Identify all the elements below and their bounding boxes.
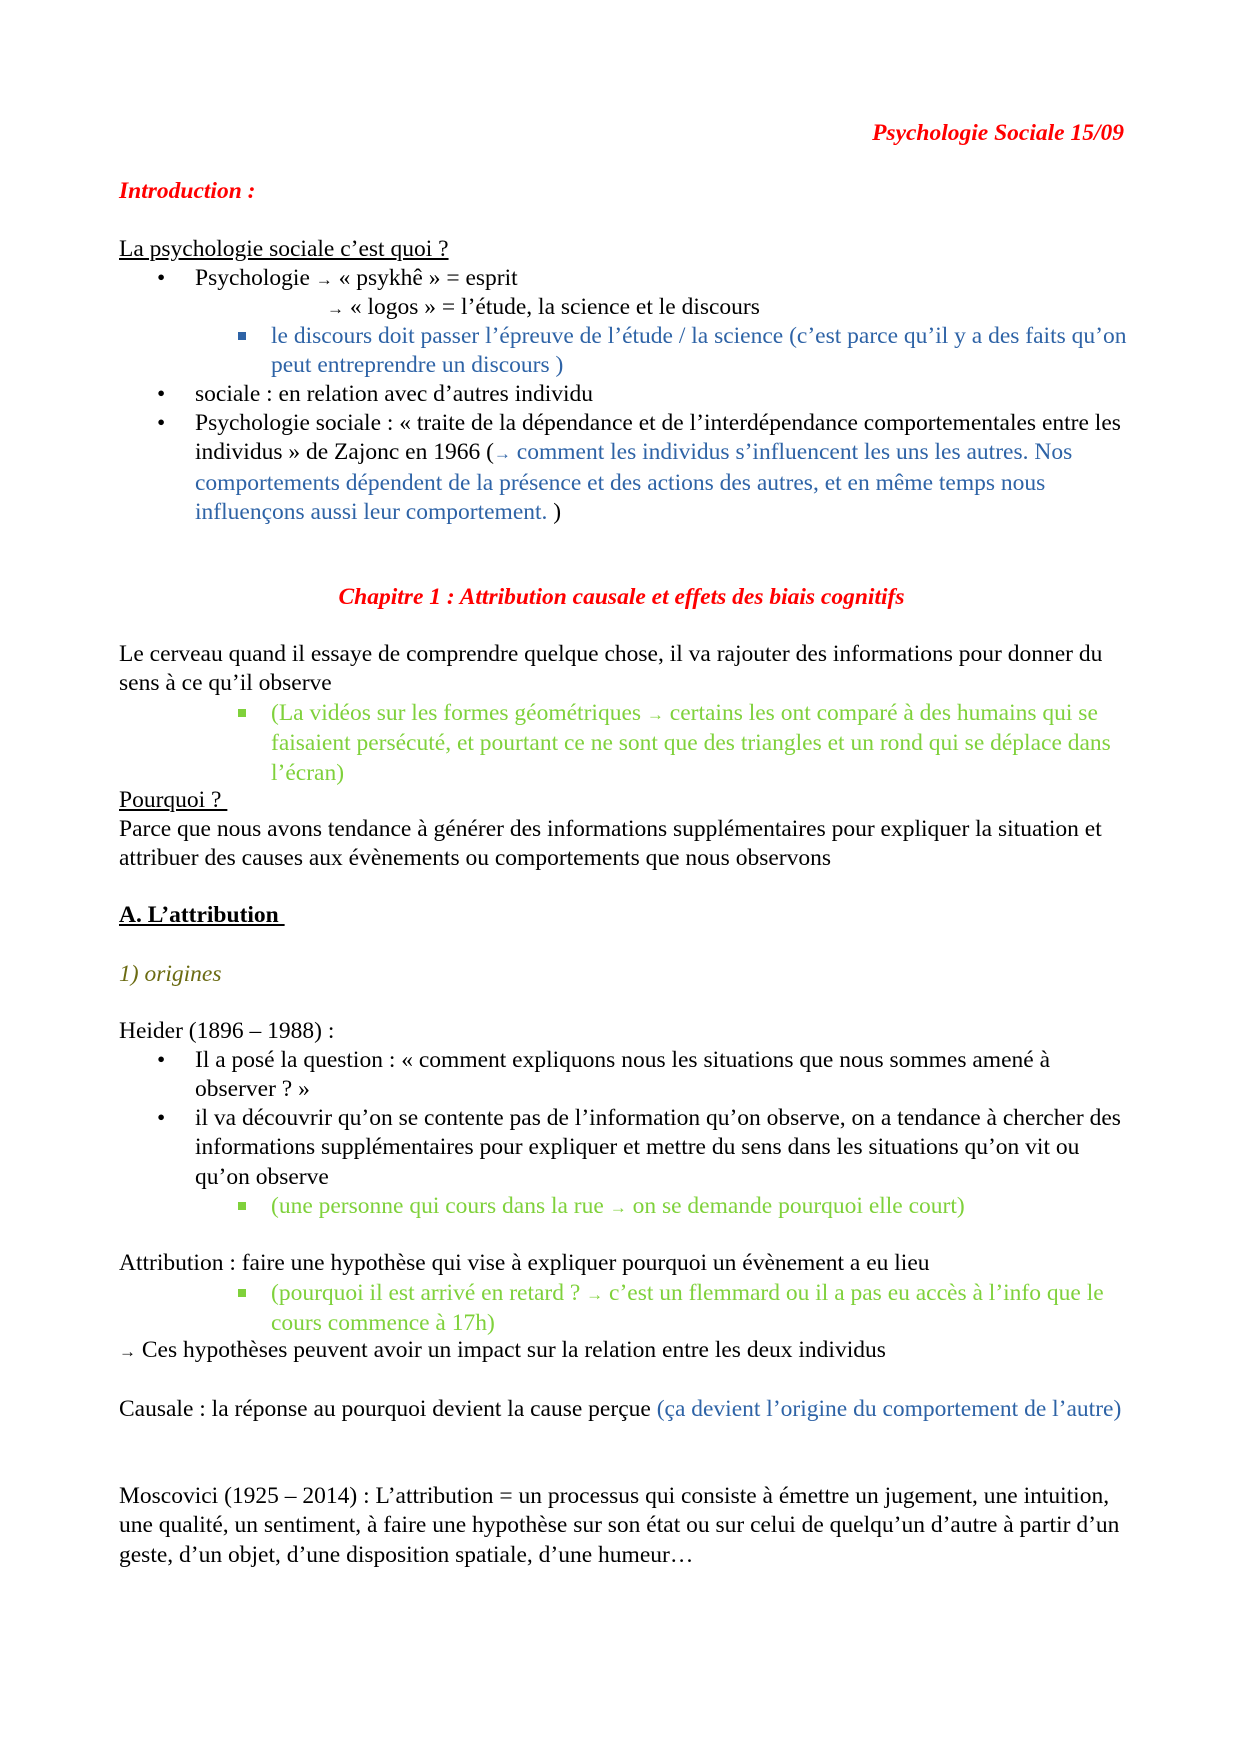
text: (La vidéos sur les formes géométriques [271, 700, 647, 726]
intro-heading: Introduction : [119, 178, 256, 204]
bullet-psychologie [195, 264, 1129, 294]
text: (une personne qui cours dans la rue [271, 1193, 610, 1219]
bullet-psychologie-sociale [195, 409, 1129, 527]
square-bullet-icon [238, 709, 246, 717]
why-answer: Parce que nous avons tendance à générer des informations supplémentaires pour expliquer la situation et attribuer des causes aux évènements ou comportements que nous observons [119, 816, 1102, 872]
arrow-icon: → [493, 444, 511, 464]
moscovici-definition: Moscovici (1925 – 2014) : L’attribution = un processus qui consiste à émettre un jugement, une intuition, une qualité, un sentiment, à faire une hypothèse sur son état ou sur celui de quelqu’un d’autre à partir d’un geste, d’un objet, d’une disposition spatiale, d’une humeur… [119, 1483, 1120, 1568]
square-bullet-icon [238, 1202, 246, 1210]
attribution-definition: Attribution : faire une hypothèse qui vise à expliquer pourquoi un évènement a eu lieu [119, 1250, 930, 1276]
impact-line [119, 1336, 1129, 1366]
text: certains les ont comparé à des humains qui se faisaient persécuté, et pourtant ce ne sont que des triangles et un rond qui se déplace dans l’écran) [271, 700, 1111, 786]
arrow-icon: → [315, 270, 333, 289]
text: on se demande pourquoi elle court) [626, 1193, 965, 1219]
arrow-icon: → [327, 299, 344, 318]
bullet-heider-decouverte: • il va découvrir qu’on se contente pas de l’information qu’on observe, on a tendance à chercher des informations supplémentaires pour expliquer et mettre du sens dans les situations qu’on vit ou qu’on observe [195, 1104, 1129, 1192]
sub-bullet-discours [271, 322, 1129, 381]
section-a-heading: A. L’attribution [119, 902, 285, 928]
arrow-icon: → [119, 1342, 136, 1361]
paragraph-cerveau: Le cerveau quand il essaye de comprendre quelque chose, il va rajouter des informations pour donner du sens à ce qu’il observe [119, 641, 1103, 697]
intro-question: La psychologie sociale c’est quoi ? [119, 236, 449, 262]
text: « psykhê » = esprit [332, 265, 518, 291]
arrow-icon: → [586, 1285, 604, 1304]
text: « logos » = l’étude, la science et le discours [344, 294, 760, 320]
square-bullet-icon [238, 332, 246, 340]
why-heading: Pourquoi ? [119, 787, 228, 813]
example-videos [271, 699, 1129, 788]
text: c’est un flemmard ou il a pas eu accès à l’info que le cours commence à 17h) [271, 1280, 1104, 1337]
heider-heading: Heider (1896 – 1988) : [119, 1018, 335, 1044]
arrow-icon: → [646, 705, 664, 724]
note: (ça devient l’origine du comportement de l’autre) [656, 1396, 1122, 1422]
text: le discours doit passer l’épreuve de l’étude / la science (c’est parce qu’il y a des faits qu’on peut entreprendre un discours ) [271, 323, 1127, 379]
chapter-title: Chapitre 1 : Attribution causale et effets des biais cognitifs [338, 584, 905, 610]
text: (pourquoi il est arrivé en retard ? [271, 1280, 587, 1306]
logos-line [327, 293, 1127, 323]
bullet-heider-question: • Il a posé la question : « comment expliquons nous les situations que nous sommes amené à observer ? » [195, 1046, 1129, 1105]
bullet-sociale: • sociale : en relation avec d’autres individu [195, 380, 1129, 409]
document-header-title: Psychologie Sociale 15/09 [872, 120, 1124, 146]
text: Psychologie [195, 265, 316, 291]
example-personne [271, 1192, 1129, 1222]
square-bullet-icon [238, 1289, 246, 1297]
causale-definition [119, 1395, 1129, 1424]
text: Ces hypothèses peuvent avoir un impact sur la relation entre les deux individus [136, 1337, 886, 1363]
example-retard [271, 1279, 1129, 1339]
subsection-origines: 1) origines [119, 961, 222, 987]
arrow-icon: → [609, 1198, 627, 1217]
text: comment les individus s’influencent les uns les autres. Nos comportements dépendent de la présence et des actions des autres, et en même temps nous influençons aussi leur comportement. [195, 439, 1073, 525]
text: ) [547, 498, 562, 525]
text: Causale : la réponse au pourquoi devient la cause perçue [119, 1396, 657, 1422]
text: Psychologie sociale : « traite de la dépendance et de l’interdépendance comportementales entre les individus » de Zajonc en 1966 ( [195, 410, 1121, 466]
